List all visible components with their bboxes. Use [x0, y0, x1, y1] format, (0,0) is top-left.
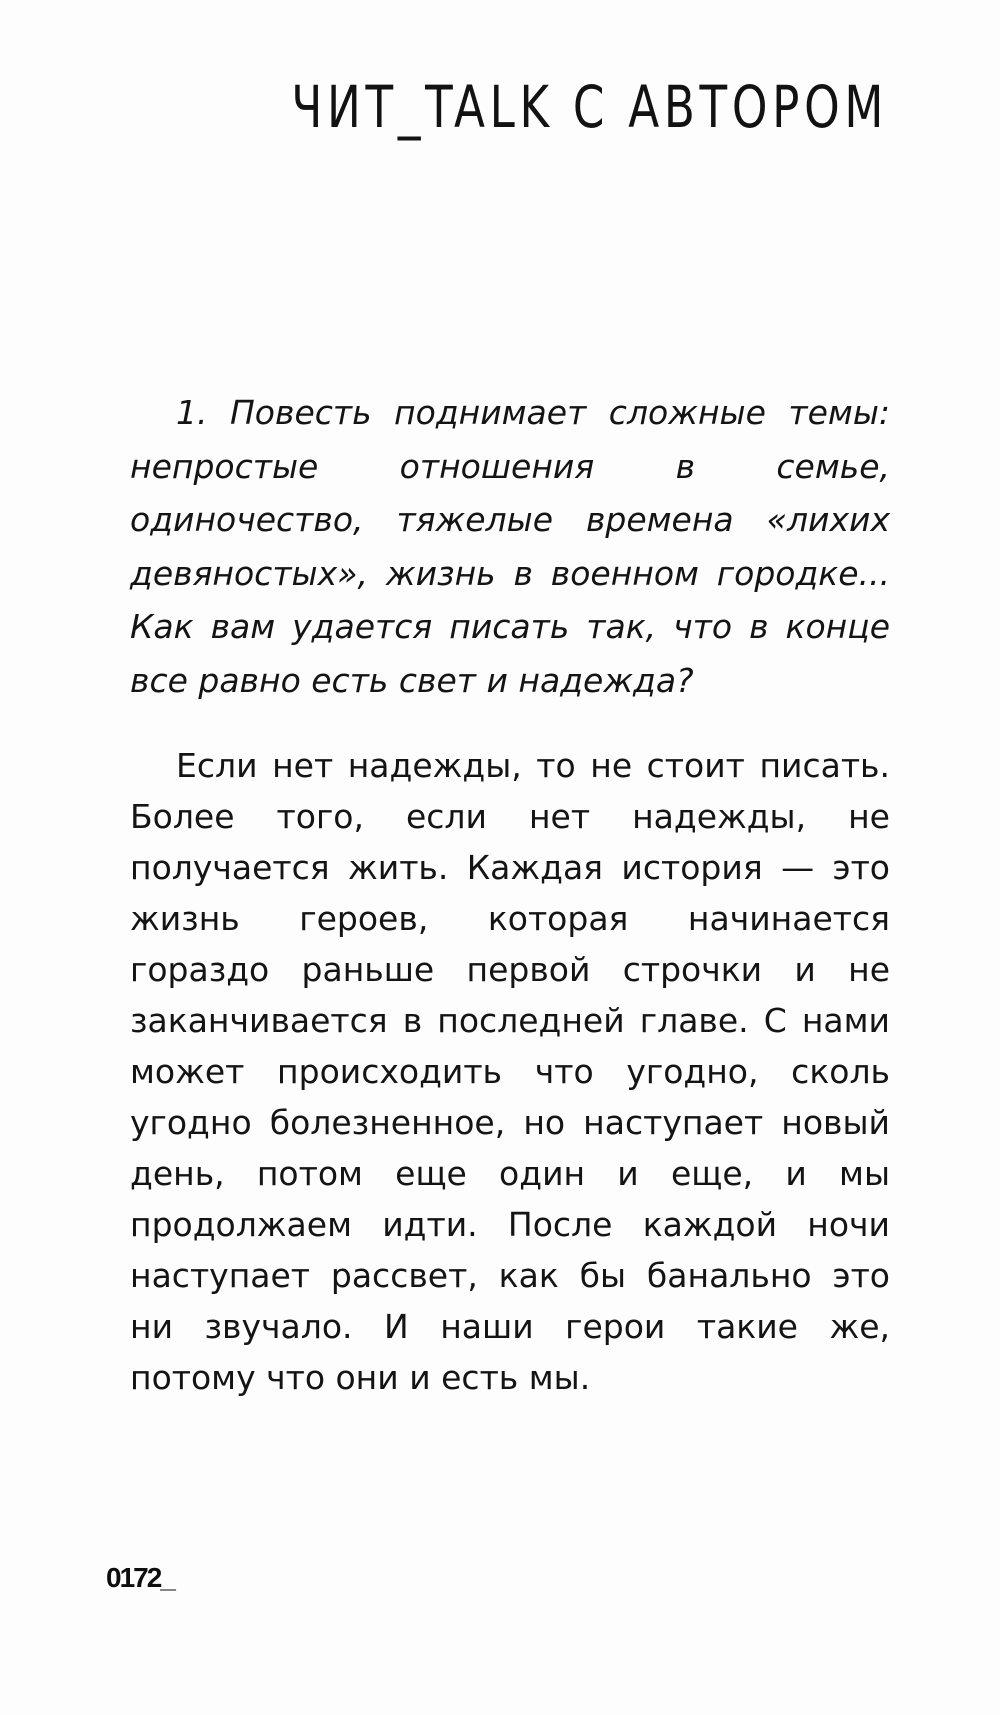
- interview-question: [130, 386, 890, 707]
- running-header: ЧИТ_TALK С АВТОРОМ: [291, 73, 888, 141]
- question-text: 1. Повесть поднимает сложные темы: непростые отношения в семье, одиночество, тяжелые времена «лихих девяностых», жизнь в военном городке... Как вам удается писать так, что в конце все равно есть свет и надежда?: [130, 393, 890, 700]
- answer-text: Если нет надежды, то не стоит писать. Более того, если нет надежды, не получается жить. Каждая история — это жизнь героев, которая начинается гораздо раньше первой строчки и не заканчивается в последней главе. С нами может происходить что угодно, сколь угодно болезненное, но наступает новый день, потом еще один и еще, и мы продолжаем идти. После каждой ночи наступает рассвет, как бы банально это ни звучало. И наши герои такие же, потому что они и есть мы.: [130, 746, 890, 1397]
- interview-answer: [130, 740, 890, 1403]
- page-number: 0172_: [106, 1562, 174, 1593]
